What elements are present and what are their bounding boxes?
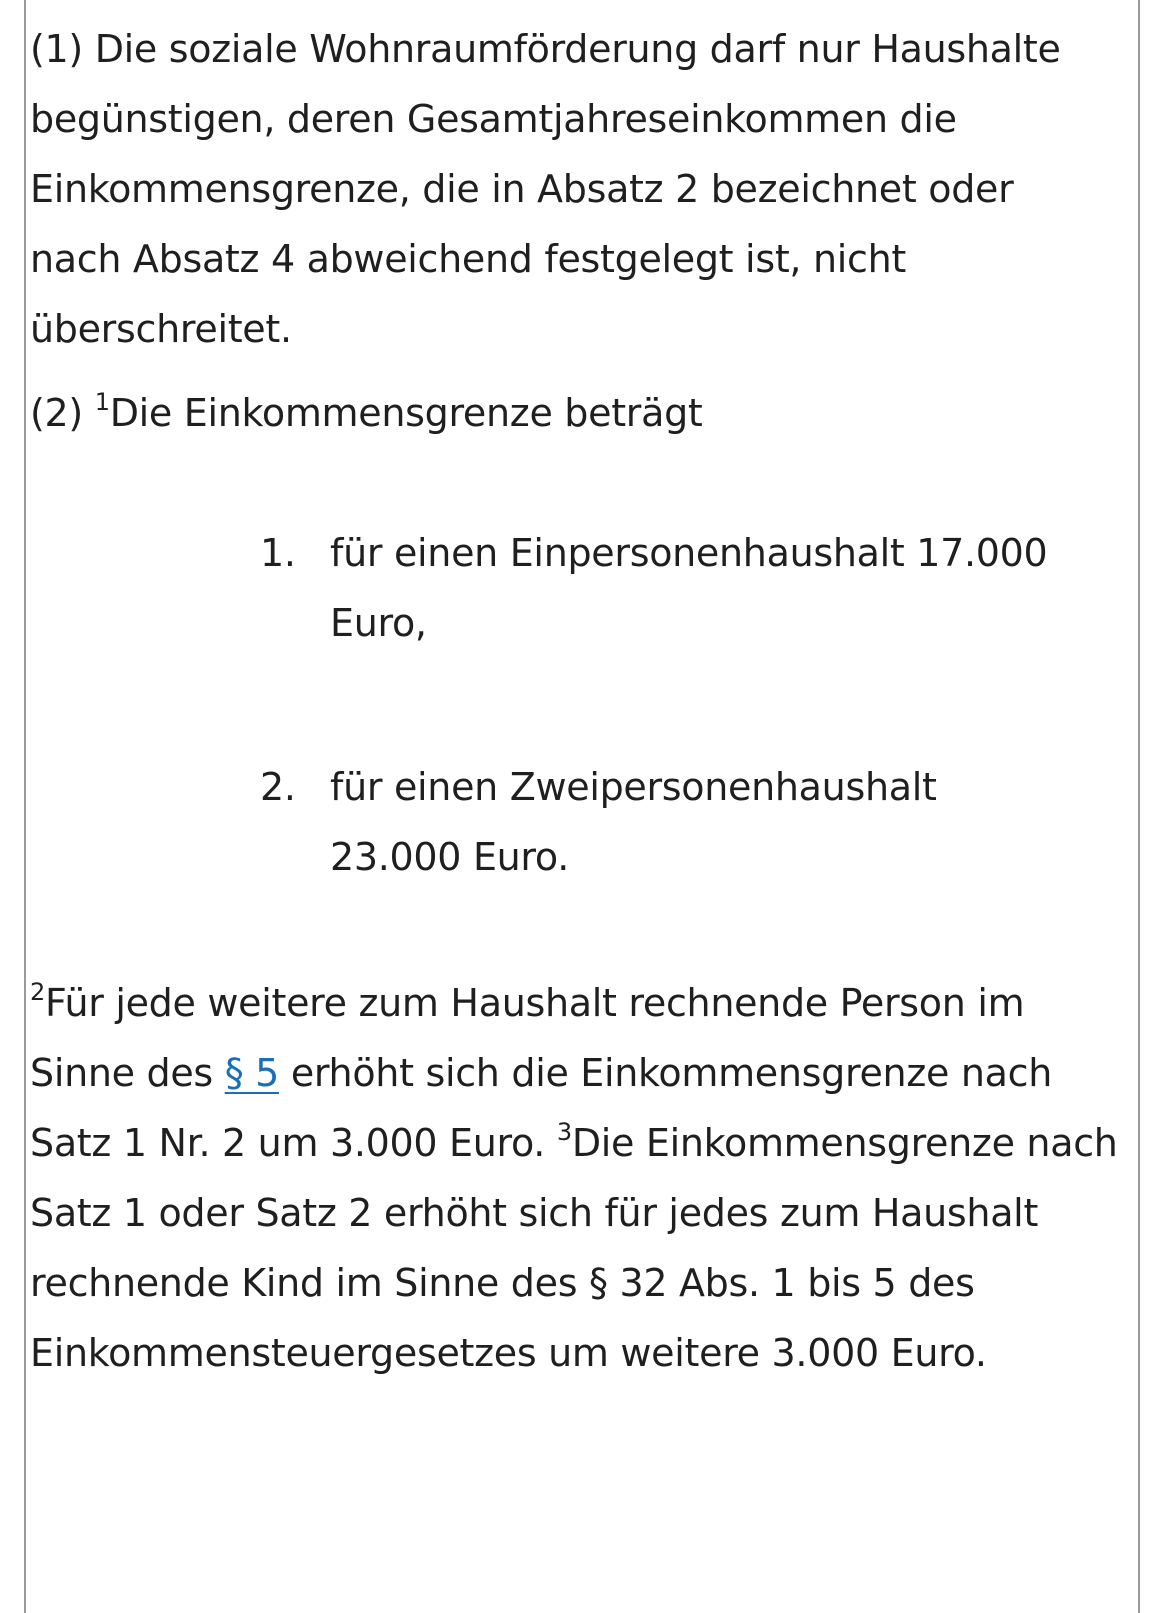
satz-3-text: Die Einkommensgrenze nach Satz 1 oder Satz 2 erhöht sich für jedes zum Haushalt rechnende Kind im Sinne des § 32 Abs. 1 bis 5 des Einkommensteuergesetzes um weitere 3.000 Euro.: [30, 1121, 1118, 1375]
list-item-number: 1.: [260, 531, 296, 575]
satz-2-text-before-link: Für jede weitere zum Haushalt rechnende Person im Sinne des: [30, 981, 1025, 1095]
section-5-link[interactable]: § 5: [224, 1051, 280, 1095]
list-item: [260, 752, 1050, 892]
list-item-text: für einen Zweipersonenhaushalt 23.000 Euro.: [330, 765, 937, 879]
content-frame: [24, 0, 1140, 1613]
satz-2-number: 2: [30, 978, 45, 1007]
list-item: [260, 518, 1050, 658]
satz-2-and-3: [30, 968, 1120, 1388]
satz-3-number: 3: [556, 1118, 572, 1147]
list-item-text: für einen Einpersonenhaushalt 17.000 Euro,: [330, 531, 1048, 645]
paragraph-absatz-1: (1) Die soziale Wohnraumförderung darf nur Haushalte begünstigen, deren Gesamtjahreseinkommen die Einkommensgrenze, die in Absatz 2 bezeichnet oder nach Absatz 4 abweichend festgelegt ist, nicht überschreitet.: [30, 27, 1061, 351]
satz-1-number: 1: [94, 388, 110, 417]
satz-1-text: Die Einkommensgrenze beträgt: [109, 391, 703, 435]
list-item-number: 2.: [260, 765, 296, 809]
satz-2-text-after-link: erhöht sich die Einkommensgrenze nach Satz 1 Nr. 2 um 3.000 Euro.: [30, 1051, 1052, 1165]
absatz-2-prefix: (2): [30, 391, 95, 435]
income-limit-list: [30, 518, 1130, 892]
paragraph-absatz-2: [30, 378, 1130, 1388]
law-text: [30, 14, 1130, 1388]
satz-1-intro: [30, 378, 1130, 448]
